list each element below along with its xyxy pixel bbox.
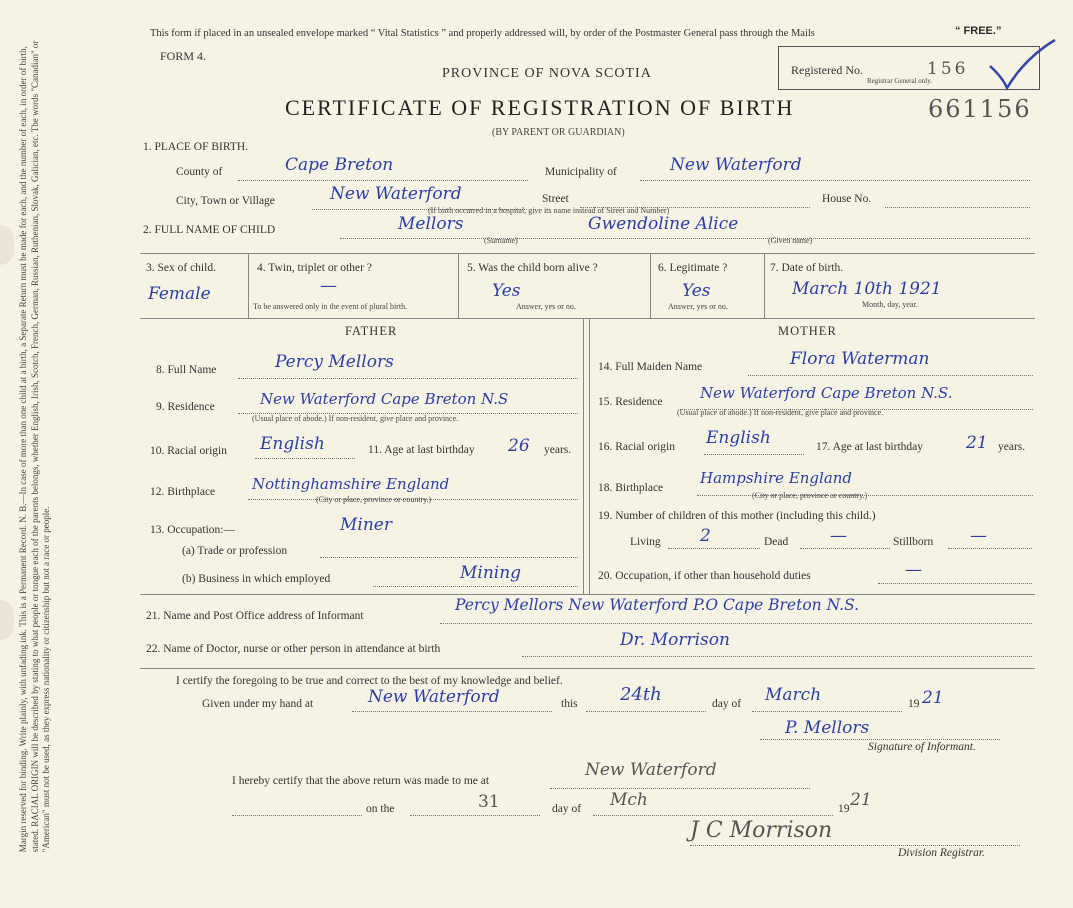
mother-age: 21 [966,433,988,453]
trade-label: (a) Trade or profession [182,545,288,557]
father-age: 26 [508,436,530,456]
registered-label: Registered No. [791,63,863,77]
mother-residence-label: 15. Residence [598,396,663,408]
mother-birthplace-note: (City or place, province or country.) [752,491,868,500]
stillborn-value: — [970,526,987,546]
binding-hole [0,600,14,640]
stillborn-label: Stillborn [893,536,934,548]
date-label: 7. Date of birth. [770,262,844,274]
father-birthplace: Nottinghamshire England [252,475,450,493]
date-value: March 10th 1921 [792,279,942,299]
alive-label: 5. Was the child born alive ? [467,262,598,274]
given-month: March [765,685,822,705]
father-residence-note: (Usual place of abode.) If non-resident, give place and province. [252,414,459,423]
mother-race-label: 16. Racial origin [598,441,675,453]
registrar-day-of: day of [552,803,582,815]
registrar-text: I hereby certify that the above return was made to me at [232,775,490,787]
certificate-subtitle: (BY PARENT OR GUARDIAN) [492,127,625,138]
certificate-title: CERTIFICATE OF REGISTRATION OF BIRTH [285,95,795,120]
children-count-label: 19. Number of children of this mother (including this child.) [598,510,876,522]
father-birthplace-note: (City or place, province or country.) [316,495,432,504]
form-number: FORM 4. [160,49,207,63]
house-label: House No. [822,193,872,205]
alive-value: Yes [492,281,521,301]
legit-value: Yes [682,281,711,301]
father-race: English [260,434,325,454]
mail-notice: This form if placed in an unsealed envelope marked “ Vital Statistics ” and properly addressed will, by order of the Postmaster General pass through the Mails [150,28,815,39]
on-the-label: on the [366,803,395,815]
mother-heading: MOTHER [778,324,837,338]
informant-signature-label: Signature of Informant. [868,741,976,753]
father-heading: FATHER [345,324,398,338]
father-race-label: 10. Racial origin [150,445,227,457]
registrar-year-prefix: 19 [838,803,850,815]
check-mark-icon [985,38,1060,93]
alive-note: Answer, yes or no. [516,302,576,311]
certify-text: I certify the foregoing to be true and correct to the best of my knowledge and belief. [176,675,563,687]
mother-age-label: 17. Age at last birthday [816,441,923,453]
mother-occupation-label: 20. Occupation, if other than household duties [598,570,811,582]
binding-hole [0,225,14,265]
occupation-label: 13. Occupation:— [150,524,235,536]
father-name: Percy Mellors [275,352,394,372]
mother-birthplace: Hampshire England [700,469,853,487]
mother-residence-note: (Usual place of abode.) If non-resident, give place and province. [677,408,884,417]
father-occupation: Miner [340,515,392,535]
city-label: City, Town or Village [176,195,275,207]
margin-instructions: Margin reserved for binding. Write plainly, with unfading ink. This is a Permanent Record. N. B.—In case of more than one child at a birth, a Separate Return must be made for each, and the number of each, in order of birth, stated. RACIAL ORIGIN will be described by stating to what people or tongue each of the parents belongs, whether English, Irish, Scotch, French, German, Russian, Ruthenian, Slovak, Galician, etc. The words "Canadian" or "American" must not be used, as they express nationality or citizenship but not a race or people. [17,40,51,853]
mother-years: years. [998,441,1026,453]
twin-note: To be answered only in the event of plural birth. [253,302,408,311]
mother-occupation: — [905,560,922,580]
living-label: Living [630,536,661,548]
dead-label: Dead [764,536,789,548]
registrar-signature: J C Morrison [690,818,833,843]
county-label: County of [176,166,223,178]
given-label: Given under my hand at [202,698,314,710]
given-year-prefix: 19 [908,698,920,710]
date-note: Month, day, year. [862,300,918,309]
province: PROVINCE OF NOVA SCOTIA [442,66,652,81]
doctor-value: Dr. Morrison [620,630,730,650]
registrar-month: Mch [610,790,648,810]
place-of-birth-heading: 1. PLACE OF BIRTH. [143,141,249,153]
registered-number: 156 [927,59,969,79]
registered-small: Registrar General only. [867,77,933,85]
given-note: (Given name) [768,236,813,245]
informant-value: Percy Mellors New Waterford P.O Cape Breton N.S. [455,596,860,614]
county-value: Cape Breton [285,155,394,175]
city-value: New Waterford [330,184,462,204]
free-label: “ FREE.” [955,25,1002,37]
day-of-label: day of [712,698,742,710]
registrar-day: 31 [478,792,500,812]
municipality-label: Municipality of [545,166,617,178]
mother-residence: New Waterford Cape Breton N.S. [700,384,953,402]
mother-name-label: 14. Full Maiden Name [598,361,703,373]
file-number: 661156 [928,95,1032,123]
twin-value: — [320,276,337,296]
registrar-year: 21 [850,790,872,810]
hospital-note: (If birth occurred in a hospital, give its name instead of Street and Number) [428,206,670,215]
informant-signature: P. Mellors [785,718,870,738]
this-label: this [561,698,578,710]
father-residence-label: 9. Residence [156,401,215,413]
registrar-signature-label: Division Registrar. [898,847,985,859]
child-surname: Mellors [398,214,464,234]
dead-value: — [830,526,847,546]
twin-label: 4. Twin, triplet or other ? [257,262,372,274]
child-name-label: 2. FULL NAME OF CHILD [143,224,276,236]
mother-name: Flora Waterman [790,349,930,369]
doctor-label: 22. Name of Doctor, nurse or other person in attendance at birth [146,643,441,655]
mother-race: English [706,428,771,448]
father-years: years. [544,444,572,456]
surname-note: (Surname) [484,236,518,245]
street-label: Street [542,193,569,205]
given-place: New Waterford [368,687,500,707]
father-birthplace-label: 12. Birthplace [150,486,216,498]
given-year: 21 [922,688,944,708]
legit-note: Answer, yes or no. [668,302,728,311]
father-age-label: 11. Age at last birthday [368,444,475,456]
father-business: Mining [460,563,522,583]
child-given-name: Gwendoline Alice [588,214,739,234]
sex-label: 3. Sex of child. [146,262,216,274]
informant-label: 21. Name and Post Office address of Informant [146,610,364,622]
living-value: 2 [700,526,711,546]
legit-label: 6. Legitimate ? [658,262,728,274]
given-day: 24th [620,684,662,705]
mother-birthplace-label: 18. Birthplace [598,482,664,494]
father-name-label: 8. Full Name [156,364,217,376]
father-residence: New Waterford Cape Breton N.S [260,390,509,408]
sex-value: Female [148,284,211,304]
business-label: (b) Business in which employed [182,573,331,585]
registrar-place: New Waterford [585,760,717,780]
municipality-value: New Waterford [670,155,802,175]
